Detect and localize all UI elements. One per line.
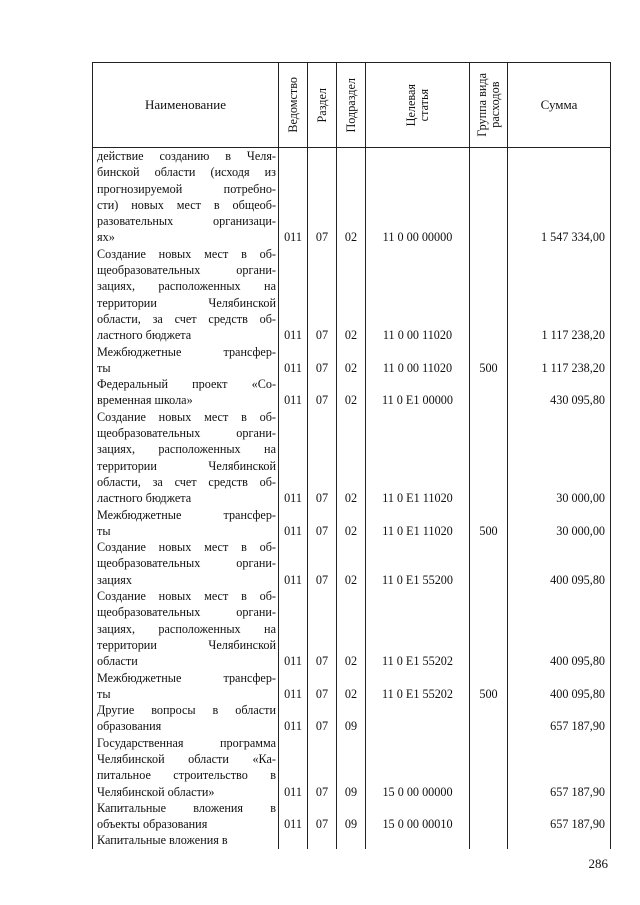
cell-celevaya-statya: 11 0 00 00000 — [366, 148, 470, 246]
name-line: Межбюджетные трансфер- — [97, 507, 276, 522]
name-line: Капитальные вложения в — [97, 800, 276, 815]
name-line: бинской области (исходя из — [97, 165, 276, 180]
cell-vedomstvo — [279, 832, 308, 848]
cell-razdel: 07 — [308, 735, 337, 800]
cell-summa: 1 117 238,20 — [508, 344, 611, 377]
cell-name — [93, 539, 279, 588]
cell-gruppa-vida — [470, 246, 508, 344]
cell-gruppa-vida — [470, 832, 508, 848]
cell-vedomstvo: 011 — [279, 507, 308, 540]
cell-celevaya-statya: 11 0 E1 55200 — [366, 539, 470, 588]
name-line: зациях, расположенных на — [97, 442, 276, 457]
name-line: Государственная программа — [97, 735, 276, 750]
name-line: ты — [97, 360, 111, 375]
name-line: области, за счет средств об- — [97, 311, 276, 326]
name-line: разовательных организаци- — [97, 214, 276, 229]
header-name: Наименование — [93, 63, 279, 148]
cell-summa: 1 547 334,00 — [508, 148, 611, 246]
table-row — [93, 409, 611, 507]
header-podrazdel: Подраздел — [337, 63, 366, 148]
cell-podrazdel: 02 — [337, 148, 366, 246]
name-line: Создание новых мест в об- — [97, 540, 276, 555]
budget-table — [92, 62, 611, 849]
name-line: ты — [97, 686, 111, 701]
name-line: ты — [97, 523, 111, 538]
table-row — [93, 539, 611, 588]
name-line: Создание новых мест в об- — [97, 246, 276, 261]
cell-celevaya-statya: 15 0 00 00010 — [366, 800, 470, 833]
cell-razdel: 07 — [308, 246, 337, 344]
header-vedomstvo: Ведомство — [279, 63, 308, 148]
cell-summa: 30 000,00 — [508, 409, 611, 507]
cell-razdel: 07 — [308, 539, 337, 588]
table-row — [93, 800, 611, 833]
cell-celevaya-statya: 11 0 E1 55202 — [366, 588, 470, 669]
name-line: питальное строительство в — [97, 768, 276, 783]
cell-podrazdel: 02 — [337, 539, 366, 588]
cell-podrazdel: 02 — [337, 507, 366, 540]
cell-summa: 1 117 238,20 — [508, 246, 611, 344]
name-line: щеобразовательных органи- — [97, 263, 276, 278]
cell-gruppa-vida — [470, 735, 508, 800]
cell-name — [93, 148, 279, 246]
cell-gruppa-vida: 500 — [470, 507, 508, 540]
name-line: Создание новых мест в об- — [97, 589, 276, 604]
cell-razdel: 07 — [308, 148, 337, 246]
name-line: прогнозируемой потребно- — [97, 181, 276, 196]
table-row — [93, 246, 611, 344]
cell-razdel: 07 — [308, 670, 337, 703]
cell-name — [93, 246, 279, 344]
cell-name — [93, 344, 279, 377]
cell-name — [93, 376, 279, 409]
cell-summa: 400 095,80 — [508, 670, 611, 703]
cell-summa: 657 187,90 — [508, 702, 611, 735]
cell-gruppa-vida — [470, 148, 508, 246]
name-line: территории Челябинской — [97, 637, 276, 652]
name-line: Челябинской области» — [97, 784, 215, 799]
name-line: Создание новых мест в об- — [97, 409, 276, 424]
cell-gruppa-vida: 500 — [470, 670, 508, 703]
cell-summa: 400 095,80 — [508, 539, 611, 588]
name-line: зациях, расположенных на — [97, 621, 276, 636]
cell-vedomstvo: 011 — [279, 800, 308, 833]
cell-gruppa-vida — [470, 409, 508, 507]
name-line: Капитальные вложения в — [97, 833, 228, 848]
name-line: территории Челябинской — [97, 295, 276, 310]
cell-vedomstvo: 011 — [279, 539, 308, 588]
cell-summa — [508, 832, 611, 848]
cell-razdel: 07 — [308, 800, 337, 833]
cell-celevaya-statya: 11 0 E1 11020 — [366, 409, 470, 507]
header-razdel: Раздел — [308, 63, 337, 148]
cell-gruppa-vida: 500 — [470, 344, 508, 377]
cell-celevaya-statya: 11 0 00 11020 — [366, 246, 470, 344]
cell-summa: 657 187,90 — [508, 800, 611, 833]
table-row — [93, 670, 611, 703]
cell-name — [93, 670, 279, 703]
cell-vedomstvo: 011 — [279, 148, 308, 246]
cell-razdel: 07 — [308, 344, 337, 377]
cell-vedomstvo: 011 — [279, 588, 308, 669]
cell-razdel: 07 — [308, 702, 337, 735]
name-line: Челябинской области «Ка- — [97, 751, 276, 766]
name-line: объекты образования — [97, 817, 208, 832]
name-line: области — [97, 654, 138, 669]
cell-vedomstvo: 011 — [279, 670, 308, 703]
table-row — [93, 588, 611, 669]
table-row — [93, 735, 611, 800]
cell-name — [93, 702, 279, 735]
table-row — [93, 702, 611, 735]
name-line: Федеральный проект «Со- — [97, 377, 276, 392]
cell-celevaya-statya — [366, 702, 470, 735]
cell-gruppa-vida — [470, 702, 508, 735]
cell-celevaya-statya: 11 0 E1 00000 — [366, 376, 470, 409]
table-row — [93, 832, 611, 848]
name-line: временная школа» — [97, 393, 193, 408]
name-line: ластного бюджета — [97, 328, 192, 343]
name-line: ях» — [97, 230, 115, 245]
name-line: действие созданию в Челя- — [97, 149, 276, 163]
cell-name — [93, 735, 279, 800]
name-line: сти) новых мест в общеоб- — [97, 197, 276, 212]
name-line: щеобразовательных органи- — [97, 605, 276, 620]
cell-podrazdel: 02 — [337, 376, 366, 409]
name-line: территории Челябинской — [97, 458, 276, 473]
name-line: щеобразовательных органи- — [97, 556, 276, 571]
cell-celevaya-statya — [366, 832, 470, 848]
cell-razdel: 07 — [308, 588, 337, 669]
cell-name — [93, 800, 279, 833]
cell-podrazdel: 02 — [337, 246, 366, 344]
cell-vedomstvo: 011 — [279, 344, 308, 377]
cell-name — [93, 832, 279, 848]
cell-razdel: 07 — [308, 409, 337, 507]
cell-gruppa-vida — [470, 800, 508, 833]
name-line: зациях — [97, 572, 132, 587]
cell-celevaya-statya: 11 0 E1 11020 — [366, 507, 470, 540]
cell-podrazdel: 02 — [337, 409, 366, 507]
cell-vedomstvo: 011 — [279, 376, 308, 409]
table-row — [93, 148, 611, 246]
cell-name — [93, 507, 279, 540]
cell-celevaya-statya: 11 0 00 11020 — [366, 344, 470, 377]
cell-vedomstvo: 011 — [279, 246, 308, 344]
cell-gruppa-vida — [470, 376, 508, 409]
cell-podrazdel: 09 — [337, 702, 366, 735]
table-row — [93, 344, 611, 377]
page-number: 286 — [588, 856, 608, 871]
name-line: щеобразовательных органи- — [97, 426, 276, 441]
cell-podrazdel: 02 — [337, 670, 366, 703]
name-line: ластного бюджета — [97, 491, 192, 506]
cell-razdel: 07 — [308, 376, 337, 409]
header-celevaya-statya: Целевая статья — [366, 63, 470, 148]
cell-gruppa-vida — [470, 539, 508, 588]
cell-podrazdel: 09 — [337, 800, 366, 833]
cell-vedomstvo: 011 — [279, 735, 308, 800]
cell-razdel — [308, 832, 337, 848]
table-body — [93, 148, 611, 849]
cell-celevaya-statya: 11 0 E1 55202 — [366, 670, 470, 703]
table-header-row — [93, 63, 611, 148]
cell-razdel: 07 — [308, 507, 337, 540]
header-summa: Сумма — [508, 63, 611, 148]
name-line: образования — [97, 719, 162, 734]
table-row — [93, 376, 611, 409]
cell-podrazdel — [337, 832, 366, 848]
name-line: Межбюджетные трансфер- — [97, 670, 276, 685]
cell-podrazdel: 02 — [337, 588, 366, 669]
name-line: области, за счет средств об- — [97, 474, 276, 489]
cell-podrazdel: 02 — [337, 344, 366, 377]
table-row — [93, 507, 611, 540]
cell-name — [93, 409, 279, 507]
cell-summa: 657 187,90 — [508, 735, 611, 800]
cell-vedomstvo: 011 — [279, 702, 308, 735]
cell-summa: 400 095,80 — [508, 588, 611, 669]
name-line: Другие вопросы в области — [97, 703, 276, 718]
cell-name — [93, 588, 279, 669]
name-line: зациях, расположенных на — [97, 279, 276, 294]
cell-summa: 30 000,00 — [508, 507, 611, 540]
header-gruppa-vida-rashodov: Группа вида расходов — [470, 63, 508, 148]
cell-summa: 430 095,80 — [508, 376, 611, 409]
name-line: Межбюджетные трансфер- — [97, 344, 276, 359]
cell-gruppa-vida — [470, 588, 508, 669]
cell-vedomstvo: 011 — [279, 409, 308, 507]
cell-podrazdel: 09 — [337, 735, 366, 800]
cell-celevaya-statya: 15 0 00 00000 — [366, 735, 470, 800]
